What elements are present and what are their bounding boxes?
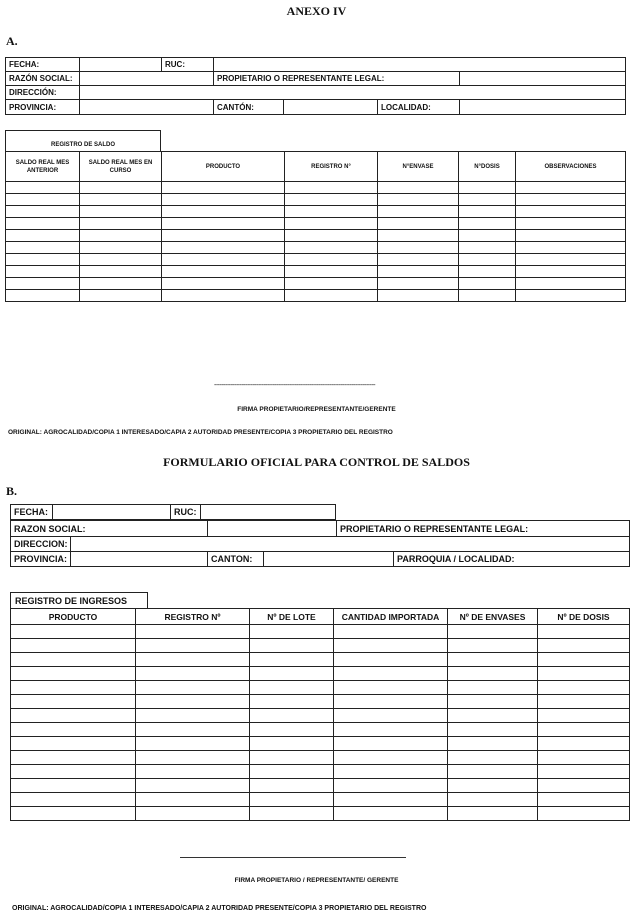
signature-label-b: FIRMA PROPIETARIO / REPRESENTANTE/ GERENTE: [234, 877, 399, 884]
saldo-table-cell[interactable]: [162, 230, 285, 242]
ingresos-table-cell[interactable]: [448, 695, 538, 709]
saldo-table-cell[interactable]: [285, 278, 378, 290]
saldo-table-cell[interactable]: [6, 278, 80, 290]
saldo-table-cell[interactable]: [378, 194, 459, 206]
ingresos-table-cell[interactable]: [136, 667, 250, 681]
ingresos-table-cell[interactable]: [11, 723, 136, 737]
ingresos-table-cell[interactable]: [448, 709, 538, 723]
ingresos-table-cell[interactable]: [448, 765, 538, 779]
ingresos-table-cell[interactable]: [250, 653, 334, 667]
saldo-table-cell[interactable]: [459, 206, 516, 218]
canton-field[interactable]: [284, 100, 378, 115]
saldo-table-cell[interactable]: [459, 290, 516, 302]
col-observaciones: OBSERVACIONES: [516, 152, 626, 182]
ingresos-table-cell[interactable]: [136, 625, 250, 639]
registro-ingresos-title-box: [10, 592, 148, 609]
saldo-table-cell[interactable]: [459, 182, 516, 194]
ingresos-table-cell[interactable]: [448, 667, 538, 681]
ingresos-table-cell[interactable]: [11, 667, 136, 681]
razon-social-field-b[interactable]: [208, 521, 337, 537]
saldo-table-cell[interactable]: [285, 266, 378, 278]
ingresos-table-cell[interactable]: [538, 625, 630, 639]
ingresos-table-cell[interactable]: [334, 751, 448, 765]
saldo-table-cell[interactable]: [162, 266, 285, 278]
ingresos-table-cell[interactable]: [250, 779, 334, 793]
ingresos-table-cell[interactable]: [136, 695, 250, 709]
propietario-label-b: PROPIETARIO O REPRESENTANTE LEGAL:: [337, 521, 630, 537]
saldo-table-cell[interactable]: [80, 182, 162, 194]
saldo-table-cell[interactable]: [516, 242, 626, 254]
ingresos-table-row: [11, 765, 630, 779]
registro-saldo-table: [5, 151, 626, 302]
ingresos-table-row: [11, 737, 630, 751]
ingresos-table-cell[interactable]: [136, 723, 250, 737]
saldo-table-cell[interactable]: [162, 218, 285, 230]
saldo-table-cell[interactable]: [459, 254, 516, 266]
ingresos-table-row: [11, 681, 630, 695]
section-a-info-table: [5, 57, 626, 115]
saldo-table-cell[interactable]: [6, 266, 80, 278]
signature-line-a: ----------------------------------------------------------------------------------------: [214, 382, 376, 389]
saldo-table-cell[interactable]: [162, 194, 285, 206]
saldo-table-cell[interactable]: [80, 266, 162, 278]
ingresos-table-cell[interactable]: [334, 765, 448, 779]
saldo-table-cell[interactable]: [516, 194, 626, 206]
localidad-field[interactable]: [460, 100, 626, 115]
ingresos-table-cell[interactable]: [448, 625, 538, 639]
ingresos-table-cell[interactable]: [334, 709, 448, 723]
ingresos-table-cell[interactable]: [11, 765, 136, 779]
col-cantidad-b: CANTIDAD IMPORTADA: [334, 609, 448, 625]
col-producto: PRODUCTO: [162, 152, 285, 182]
saldo-table-cell[interactable]: [285, 218, 378, 230]
saldo-table-cell[interactable]: [80, 218, 162, 230]
saldo-table-cell[interactable]: [378, 230, 459, 242]
saldo-table-cell[interactable]: [285, 182, 378, 194]
saldo-table-cell[interactable]: [516, 230, 626, 242]
ingresos-table-row: [11, 807, 630, 821]
ingresos-table-cell[interactable]: [448, 793, 538, 807]
saldo-table-cell[interactable]: [6, 242, 80, 254]
ingresos-table-cell[interactable]: [448, 779, 538, 793]
ingresos-table-cell[interactable]: [11, 681, 136, 695]
ruc-field[interactable]: [214, 58, 626, 72]
ingresos-table-cell[interactable]: [136, 737, 250, 751]
saldo-table-cell[interactable]: [459, 230, 516, 242]
saldo-table-cell[interactable]: [516, 278, 626, 290]
col-registro: REGISTRO N°: [285, 152, 378, 182]
saldo-table-cell[interactable]: [6, 206, 80, 218]
saldo-table-row: [6, 254, 626, 266]
ingresos-table-cell[interactable]: [11, 779, 136, 793]
fecha-field[interactable]: [80, 58, 162, 72]
ingresos-table-cell[interactable]: [334, 625, 448, 639]
ingresos-table-row: [11, 625, 630, 639]
direccion-label-b: DIRECCION:: [11, 537, 71, 552]
ingresos-table-cell[interactable]: [538, 793, 630, 807]
ingresos-table-cell[interactable]: [250, 765, 334, 779]
ingresos-table-cell[interactable]: [136, 681, 250, 695]
ingresos-table-cell[interactable]: [538, 695, 630, 709]
saldo-table-cell[interactable]: [162, 206, 285, 218]
saldo-table-cell[interactable]: [459, 278, 516, 290]
ingresos-table-row: [11, 709, 630, 723]
ingresos-table-cell[interactable]: [334, 639, 448, 653]
ingresos-table-cell[interactable]: [250, 751, 334, 765]
ingresos-table-cell[interactable]: [250, 737, 334, 751]
saldo-table-cell[interactable]: [378, 278, 459, 290]
ingresos-table-cell[interactable]: [250, 709, 334, 723]
ingresos-table-cell[interactable]: [334, 737, 448, 751]
saldo-table-cell[interactable]: [378, 218, 459, 230]
saldo-table-cell[interactable]: [516, 266, 626, 278]
col-lote-b: Nº DE LOTE: [250, 609, 334, 625]
ingresos-table-cell[interactable]: [11, 653, 136, 667]
canton-field-b[interactable]: [264, 552, 394, 567]
direccion-field-b[interactable]: [71, 537, 630, 552]
saldo-table-cell[interactable]: [80, 278, 162, 290]
saldo-table-cell[interactable]: [162, 290, 285, 302]
ingresos-table-row: [11, 751, 630, 765]
signature-line-b: [180, 857, 406, 858]
provincia-label-b: PROVINCIA:: [11, 552, 71, 567]
ingresos-table-cell[interactable]: [448, 681, 538, 695]
ingresos-table-cell[interactable]: [538, 667, 630, 681]
ingresos-table-cell[interactable]: [136, 807, 250, 821]
saldo-table-cell[interactable]: [6, 254, 80, 266]
saldo-table-cell[interactable]: [6, 230, 80, 242]
ingresos-table-cell[interactable]: [538, 653, 630, 667]
ingresos-table-cell[interactable]: [250, 695, 334, 709]
ingresos-table-cell[interactable]: [11, 625, 136, 639]
saldo-table-cell[interactable]: [459, 242, 516, 254]
saldo-table-row: [6, 242, 626, 254]
ingresos-table-cell[interactable]: [11, 639, 136, 653]
ingresos-table-cell[interactable]: [448, 737, 538, 751]
direccion-field[interactable]: [80, 86, 626, 100]
saldo-table-cell[interactable]: [285, 230, 378, 242]
ingresos-table-row: [11, 639, 630, 653]
col-envases-b: Nº DE ENVASES: [448, 609, 538, 625]
saldo-table-cell[interactable]: [285, 290, 378, 302]
ingresos-table-cell[interactable]: [136, 765, 250, 779]
saldo-table-cell[interactable]: [516, 254, 626, 266]
ruc-label-b: RUC:: [171, 505, 201, 520]
ingresos-table-cell[interactable]: [538, 681, 630, 695]
fecha-label: FECHA:: [6, 58, 80, 72]
saldo-table-row: [6, 182, 626, 194]
saldo-table-cell[interactable]: [80, 242, 162, 254]
annex-title: ANEXO IV: [286, 4, 347, 18]
saldo-table-cell[interactable]: [162, 242, 285, 254]
ingresos-table-cell[interactable]: [334, 653, 448, 667]
ingresos-table-cell[interactable]: [334, 807, 448, 821]
ingresos-table-cell[interactable]: [250, 625, 334, 639]
ingresos-table-cell[interactable]: [538, 751, 630, 765]
saldo-table-cell[interactable]: [6, 218, 80, 230]
saldo-table-cell[interactable]: [6, 290, 80, 302]
ingresos-table-row: [11, 723, 630, 737]
ingresos-table-row: [11, 667, 630, 681]
canton-label-b: CANTON:: [208, 552, 264, 567]
ingresos-table-cell[interactable]: [250, 723, 334, 737]
saldo-table-row: [6, 206, 626, 218]
saldo-table-cell[interactable]: [80, 206, 162, 218]
ingresos-table-row: [11, 779, 630, 793]
saldo-table-cell[interactable]: [378, 206, 459, 218]
saldo-table-row: [6, 218, 626, 230]
saldo-table-cell[interactable]: [459, 218, 516, 230]
ingresos-table-cell[interactable]: [136, 779, 250, 793]
ingresos-table-cell[interactable]: [538, 737, 630, 751]
saldo-table-row: [6, 266, 626, 278]
ingresos-table-cell[interactable]: [334, 779, 448, 793]
saldo-table-row: [6, 194, 626, 206]
copies-note-b: ORIGINAL: AGROCALIDAD/COPIA 1 INTERESADO/CAPIA 2 AUTORIDAD PRESENTE/COPIA 3 PROPIETARIO DEL REGISTRO: [12, 905, 427, 912]
ruc-label: RUC:: [162, 58, 214, 72]
localidad-label: LOCALIDAD:: [378, 100, 460, 115]
ingresos-table-cell[interactable]: [538, 723, 630, 737]
ingresos-table-cell[interactable]: [250, 639, 334, 653]
parroquia-label-b: PARROQUIA / LOCALIDAD:: [394, 552, 630, 567]
ingresos-table-cell[interactable]: [448, 723, 538, 737]
ingresos-table-cell[interactable]: [538, 709, 630, 723]
registro-saldo-title: REGISTRO DE SALDO: [50, 142, 115, 148]
saldo-table-cell[interactable]: [378, 182, 459, 194]
ingresos-table-cell[interactable]: [11, 695, 136, 709]
ingresos-table-cell[interactable]: [334, 695, 448, 709]
ruc-field-b[interactable]: [201, 505, 336, 520]
col-registro-b: REGISTRO Nº: [136, 609, 250, 625]
saldo-table-row: [6, 290, 626, 302]
saldo-table-cell[interactable]: [6, 182, 80, 194]
ingresos-table-cell[interactable]: [250, 681, 334, 695]
saldo-table-cell[interactable]: [285, 206, 378, 218]
saldo-table-cell[interactable]: [378, 290, 459, 302]
ingresos-table-row: [11, 793, 630, 807]
ingresos-table-cell[interactable]: [448, 751, 538, 765]
signature-label-a: FIRMA PROPIETARIO/REPRESENTANTE/GERENTE: [237, 406, 396, 413]
saldo-table-cell[interactable]: [80, 230, 162, 242]
ingresos-table-cell[interactable]: [334, 723, 448, 737]
saldo-table-cell[interactable]: [285, 254, 378, 266]
ingresos-table-cell[interactable]: [136, 653, 250, 667]
ingresos-table-cell[interactable]: [448, 653, 538, 667]
col-producto-b: PRODUCTO: [11, 609, 136, 625]
razon-social-label-b: RAZON SOCIAL:: [11, 521, 208, 537]
saldo-table-cell[interactable]: [6, 194, 80, 206]
registro-saldo-title-box: [5, 130, 161, 152]
ingresos-table-cell[interactable]: [11, 807, 136, 821]
col-envase: N°ENVASE: [378, 152, 459, 182]
saldo-table-cell[interactable]: [516, 218, 626, 230]
ingresos-table-cell[interactable]: [448, 807, 538, 821]
ingresos-table-cell[interactable]: [136, 709, 250, 723]
registro-ingresos-table: [10, 608, 630, 821]
saldo-table-cell[interactable]: [378, 254, 459, 266]
saldo-table-cell[interactable]: [516, 206, 626, 218]
ingresos-table-cell[interactable]: [334, 681, 448, 695]
section-b-info-table: [10, 520, 630, 567]
propietario-field[interactable]: [460, 72, 626, 86]
ingresos-table-cell[interactable]: [538, 807, 630, 821]
fecha-label-b: FECHA:: [11, 505, 53, 520]
col-dosis: N°DOSIS: [459, 152, 516, 182]
col-dosis-b: Nº DE DOSIS: [538, 609, 630, 625]
form-title: FORMULARIO OFICIAL PARA CONTROL DE SALDOS: [163, 455, 470, 469]
col-saldo-anterior: SALDO REAL MES ANTERIOR: [6, 152, 80, 182]
saldo-table-row: [6, 278, 626, 290]
provincia-field[interactable]: [80, 100, 214, 115]
saldo-table-cell[interactable]: [285, 242, 378, 254]
ingresos-table-cell[interactable]: [250, 793, 334, 807]
saldo-table-cell[interactable]: [162, 182, 285, 194]
ingresos-table-cell[interactable]: [136, 793, 250, 807]
provincia-field-b[interactable]: [71, 552, 208, 567]
provincia-label: PROVINCIA:: [6, 100, 80, 115]
ingresos-table-cell[interactable]: [538, 765, 630, 779]
ingresos-table-cell[interactable]: [11, 709, 136, 723]
ingresos-table-cell[interactable]: [538, 779, 630, 793]
ingresos-table-cell[interactable]: [334, 793, 448, 807]
saldo-table-cell[interactable]: [378, 266, 459, 278]
ingresos-table-cell[interactable]: [448, 639, 538, 653]
canton-label: CANTÓN:: [214, 100, 284, 115]
ingresos-table-row: [11, 653, 630, 667]
saldo-table-cell[interactable]: [516, 290, 626, 302]
saldo-table-cell[interactable]: [80, 194, 162, 206]
ingresos-table-cell[interactable]: [136, 639, 250, 653]
ingresos-table-cell[interactable]: [334, 667, 448, 681]
ingresos-table-cell[interactable]: [11, 793, 136, 807]
ingresos-table-cell[interactable]: [136, 751, 250, 765]
saldo-table-cell[interactable]: [285, 194, 378, 206]
section-b-fecha-table: [10, 504, 336, 520]
saldo-table-cell[interactable]: [516, 182, 626, 194]
saldo-table-cell[interactable]: [378, 242, 459, 254]
section-a-label: A.: [6, 34, 18, 48]
propietario-label: PROPIETARIO O REPRESENTANTE LEGAL:: [214, 72, 460, 86]
section-b-label: B.: [6, 484, 18, 498]
saldo-table-cell[interactable]: [80, 254, 162, 266]
saldo-table-cell[interactable]: [80, 290, 162, 302]
ingresos-table-row: [11, 695, 630, 709]
ingresos-table-cell[interactable]: [11, 737, 136, 751]
razon-social-field[interactable]: [80, 72, 214, 86]
saldo-table-cell[interactable]: [459, 194, 516, 206]
razon-social-label: RAZÓN SOCIAL:: [6, 72, 80, 86]
ingresos-table-cell[interactable]: [538, 639, 630, 653]
registro-ingresos-title: REGISTRO DE INGRESOS: [15, 596, 128, 606]
copies-note-a: ORIGINAL: AGROCALIDAD/COPIA 1 INTERESADO/CAPIA 2 AUTORIDAD PRESENTE/COPIA 3 PROPIETARIO DEL REGISTRO: [8, 429, 393, 436]
direccion-label: DIRECCIÓN:: [6, 86, 80, 100]
saldo-table-cell[interactable]: [459, 266, 516, 278]
saldo-table-cell[interactable]: [162, 278, 285, 290]
saldo-table-cell[interactable]: [162, 254, 285, 266]
ingresos-table-cell[interactable]: [11, 751, 136, 765]
col-saldo-en-curso: SALDO REAL MES EN CURSO: [80, 152, 162, 182]
ingresos-table-cell[interactable]: [250, 807, 334, 821]
fecha-field-b[interactable]: [53, 505, 171, 520]
ingresos-table-cell[interactable]: [250, 667, 334, 681]
saldo-table-row: [6, 230, 626, 242]
